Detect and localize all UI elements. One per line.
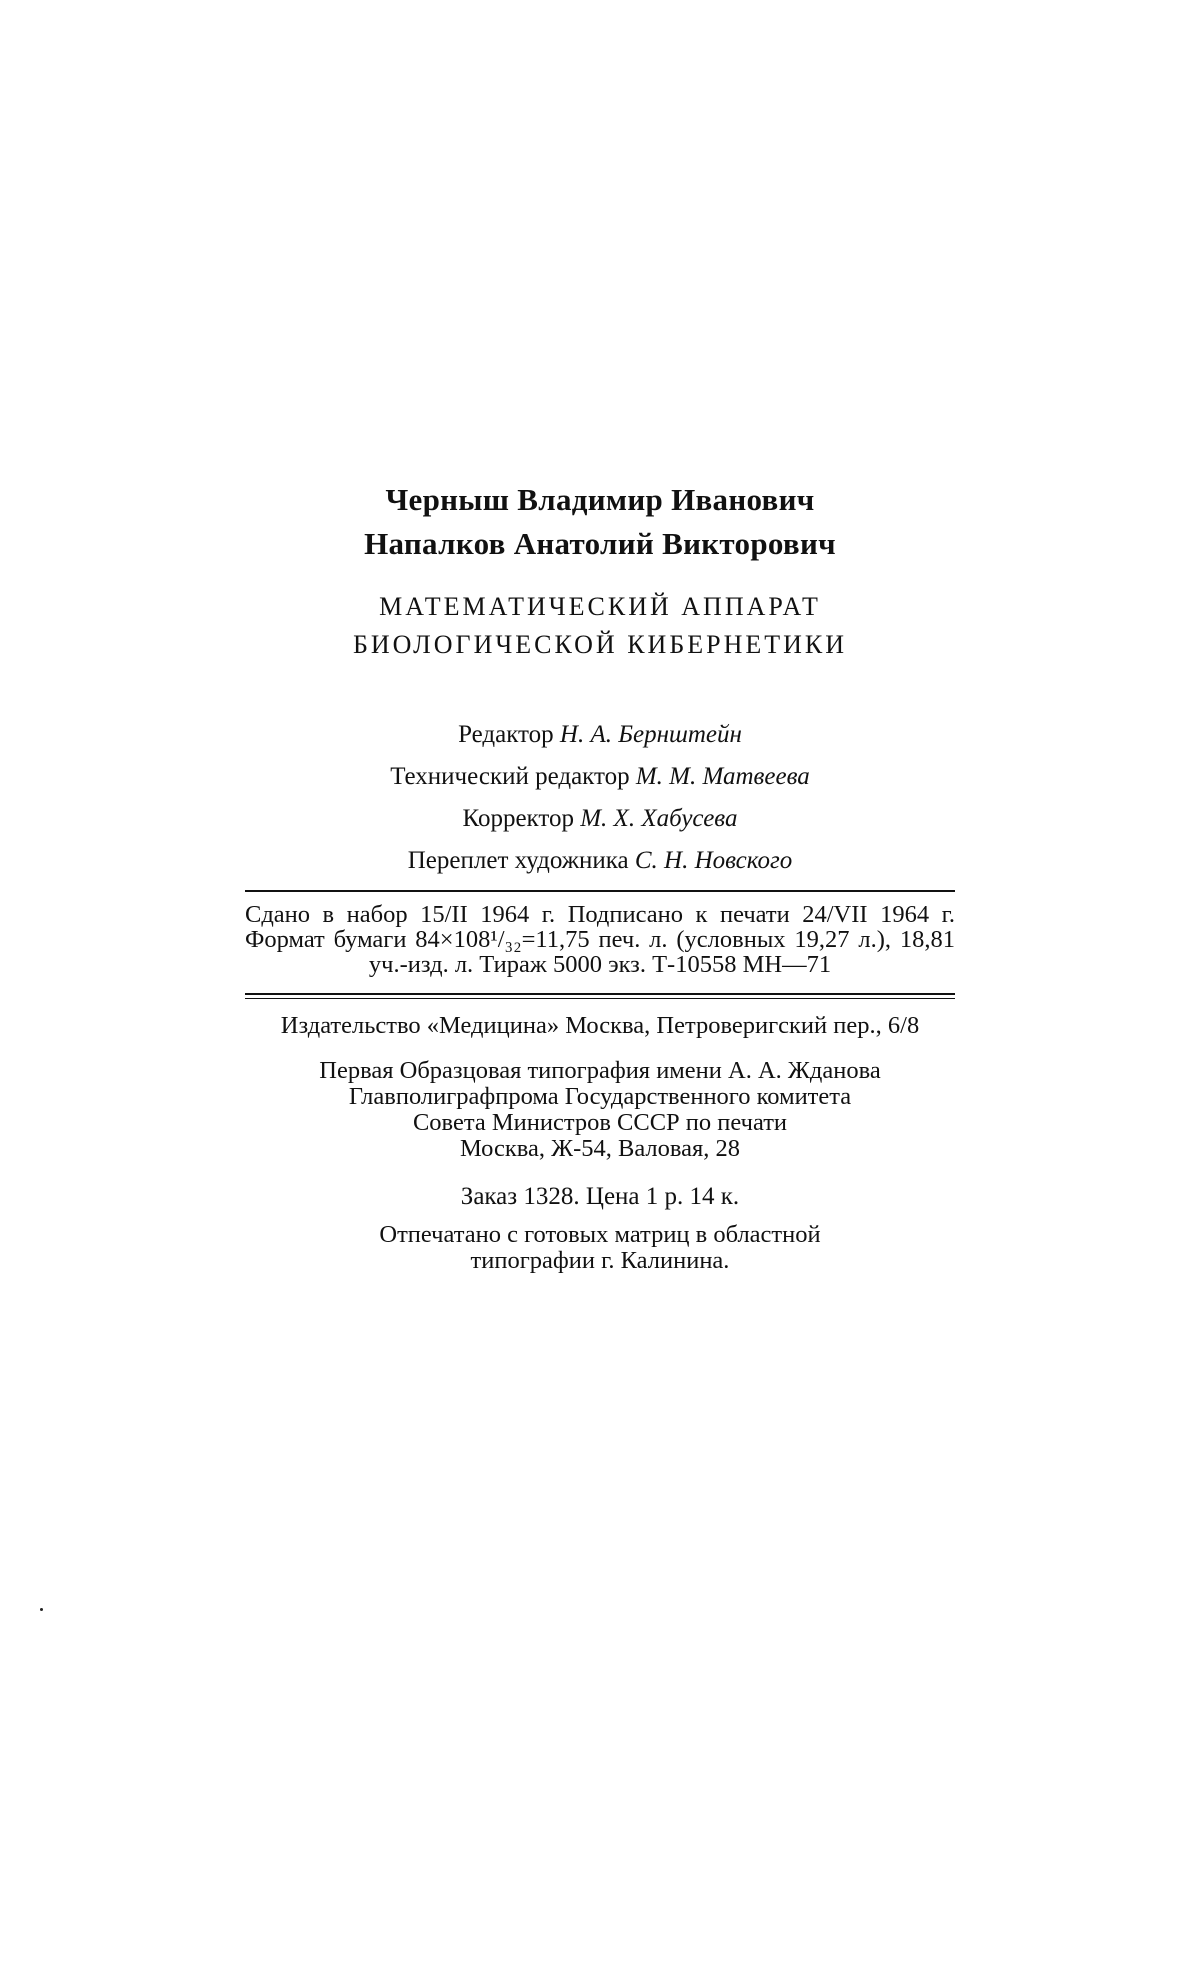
staff-role: Технический редактор	[390, 763, 630, 790]
staff-role: Корректор	[462, 805, 574, 832]
stray-dot	[40, 1608, 43, 1611]
order-price: Заказ 1328. Цена 1 р. 14 к.	[460, 1183, 740, 1210]
author-name: Черныш Владимир Иванович	[385, 482, 815, 517]
editorial-staff	[0, 714, 1200, 882]
title-line: БИОЛОГИЧЕСКОЙ КИБЕРНЕТИКИ	[352, 630, 848, 659]
authors	[0, 478, 1200, 566]
publisher-info: Издательство «Медицина» Москва, Петроверигский пер., 6/8	[280, 1012, 920, 1039]
staff-name: М. М. Матвеева	[635, 763, 810, 790]
printed-note-line: Отпечатано с готовых матриц в областной	[379, 1221, 821, 1248]
printer-line: Москва, Ж-54, Валовая, 28	[459, 1135, 741, 1162]
print-info: Сдано в набор 15/II 1964 г. Подписано к печати 24/VII 1964 г. Формат бумаги 84×108¹/₃₂=11,75 печ. л. (условных 19,27 л.), 18,81 уч.-изд. л. Тираж 5000 экз. Т-10558 МН—71	[245, 901, 955, 978]
staff-name: М. Х. Хабусева	[580, 805, 738, 832]
author-name: Напалков Анатолий Викторович	[364, 526, 836, 561]
book-title	[0, 588, 1200, 664]
staff-line	[0, 798, 1200, 840]
printer-info	[0, 1058, 1200, 1162]
staff-line	[0, 714, 1200, 756]
staff-name: С. Н. Новского	[634, 847, 793, 874]
staff-line	[0, 756, 1200, 798]
printed-note-line: типографии г. Калинина.	[470, 1247, 730, 1274]
staff-role: Переплет художника	[407, 847, 629, 874]
staff-line	[0, 840, 1200, 882]
staff-role: Редактор	[458, 721, 554, 748]
colophon	[0, 478, 1200, 1274]
printed-note	[0, 1222, 1200, 1274]
title-line: МАТЕМАТИЧЕСКИЙ АППАРАТ	[379, 592, 821, 621]
printer-line: Совета Министров СССР по печати	[412, 1109, 788, 1136]
printer-line: Первая Образцовая типография имени А. А. Жданова	[319, 1057, 881, 1084]
print-details-block	[245, 890, 955, 1038]
divider-rule	[245, 993, 955, 995]
staff-name: Н. А. Бернштейн	[559, 721, 742, 748]
printer-line: Главполиграфпрома Государственного комитета	[348, 1083, 852, 1110]
